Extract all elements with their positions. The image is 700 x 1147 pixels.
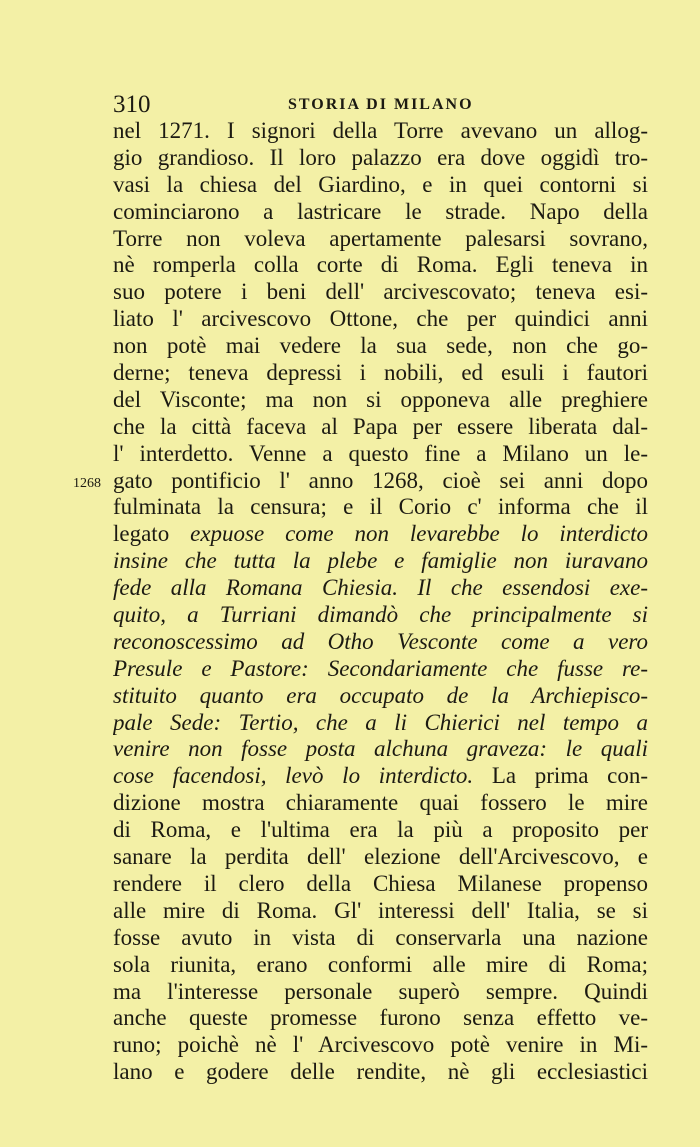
text-line [113, 979, 648, 1006]
text-line [113, 333, 648, 360]
text-segment: sanare la perdita dell' elezione dell'Arcivescovo, e [113, 844, 648, 870]
italic-quote-segment: Presule e Pastore: Secondariamente che fusse re- [113, 655, 648, 681]
text-line [113, 414, 648, 441]
italic-quote-segment: quito, a Turriani dimandò che principalmente si [113, 602, 648, 628]
italic-quote-segment: venire non fosse posta alchuna graveza: le quali [113, 736, 648, 762]
text-segment: sola riunita, erano conformi alle mire di Roma; [113, 951, 648, 977]
text-segment: non potè mai vedere la sua sede, non che go- [113, 333, 648, 359]
margin-year-note: 1268 [73, 476, 101, 491]
text-segment: fosse avuto in vista di conservarla una nazione [113, 924, 648, 950]
text-segment: alle mire di Roma. Gl' interessi dell' Italia, se si [113, 897, 648, 923]
running-head [113, 88, 648, 122]
text-segment: l' interdetto. Venne a questo fine a Milano un le- [113, 440, 648, 466]
text-segment: lano e godere delle rendite, nè gli ecclesiastici [113, 1059, 648, 1085]
text-line [113, 494, 648, 521]
text-segment: gato pontificio l' anno 1268, cioè sei anni dopo [113, 467, 648, 493]
text-segment: cominciarono a lastricare le strade. Napo della [113, 198, 648, 224]
text-segment: nel 1271. I signori della Torre avevano un allog- [113, 118, 648, 143]
italic-quote-segment: expuose come non levarebbe lo interdicto [190, 521, 648, 547]
text-segment: nè romperla colla corte di Roma. Egli teneva in [113, 252, 648, 278]
body-text [113, 118, 648, 1086]
text-segment: ma l'interesse personale superò sempre. Quindi [113, 978, 648, 1004]
text-segment: dizione mostra chiaramente quai fossero le mire [113, 790, 648, 816]
text-line [113, 871, 648, 898]
text-line [113, 844, 648, 871]
text-line [113, 1005, 648, 1032]
italic-quote-segment: reconoscessimo ad Otho Vesconte come a vero [113, 628, 648, 654]
text-line [113, 602, 648, 629]
text-line [113, 952, 648, 979]
text-line [113, 710, 648, 737]
text-segment: La prima con- [473, 763, 648, 789]
text-segment: del Visconte; ma non si opponeva alle preghiere [113, 386, 648, 412]
page-header-title: STORIA DI MILANO [288, 96, 474, 113]
text-line [113, 548, 648, 575]
text-line [113, 683, 648, 710]
text-line [113, 736, 648, 763]
text-segment: gio grandioso. Il loro palazzo era dove oggidì tro- [113, 144, 648, 170]
text-line [113, 1059, 648, 1086]
text-line [113, 226, 648, 253]
italic-quote-segment: cose facendosi, levò lo interdicto. [113, 763, 474, 789]
text-line [113, 790, 648, 817]
text-line [113, 898, 648, 925]
text-segment: suo potere i beni dell' arcivescovato; teneva esi- [113, 279, 648, 305]
text-segment: legato [113, 521, 191, 547]
text-line [113, 468, 648, 495]
text-line [113, 145, 648, 172]
italic-quote-segment: insine che tutta la plebe e famiglie non iuravano [113, 548, 648, 574]
text-segment: rendere il clero della Chiesa Milanese propenso [113, 870, 648, 896]
text-line [113, 629, 648, 656]
text-line [113, 763, 648, 790]
text-line [113, 172, 648, 199]
text-line [113, 199, 648, 226]
text-line [113, 441, 648, 468]
text-segment: Torre non voleva apertamente palesarsi sovrano, [113, 225, 648, 251]
page-number: 310 [113, 91, 151, 118]
text-line [113, 817, 648, 844]
text-segment: fulminata la censura; e il Corio c' informa che il [113, 494, 648, 520]
text-line [113, 387, 648, 414]
text-line [113, 360, 648, 387]
text-segment: runo; poichè nè l' Arcivescovo potè venire in Mi- [113, 1032, 648, 1058]
text-line [113, 252, 648, 279]
text-line [113, 279, 648, 306]
text-segment: derne; teneva depressi i nobili, ed esuli i fautori [113, 360, 648, 386]
text-line [113, 925, 648, 952]
text-segment: liato l' arcivescovo Ottone, che per quindici anni [113, 306, 648, 332]
text-line [113, 575, 648, 602]
text-segment: anche queste promesse furono senza effetto ve- [113, 1005, 648, 1031]
text-line [113, 1032, 648, 1059]
text-segment: vasi la chiesa del Giardino, e in quei contorni si [113, 171, 648, 197]
text-line [113, 656, 648, 683]
italic-quote-segment: pale Sede: Tertio, che a li Chierici nel tempo a [113, 709, 648, 735]
text-line [113, 118, 648, 145]
italic-quote-segment: stituito quanto era occupato de la Archiepisco- [113, 682, 648, 708]
text-line [113, 306, 648, 333]
italic-quote-segment: fede alla Romana Chiesia. Il che essendosi exe- [113, 575, 648, 601]
text-segment: che la città faceva al Papa per essere liberata dal- [113, 413, 648, 439]
text-segment: di Roma, e l'ultima era la più a proposito per [113, 817, 648, 843]
text-line [113, 521, 648, 548]
